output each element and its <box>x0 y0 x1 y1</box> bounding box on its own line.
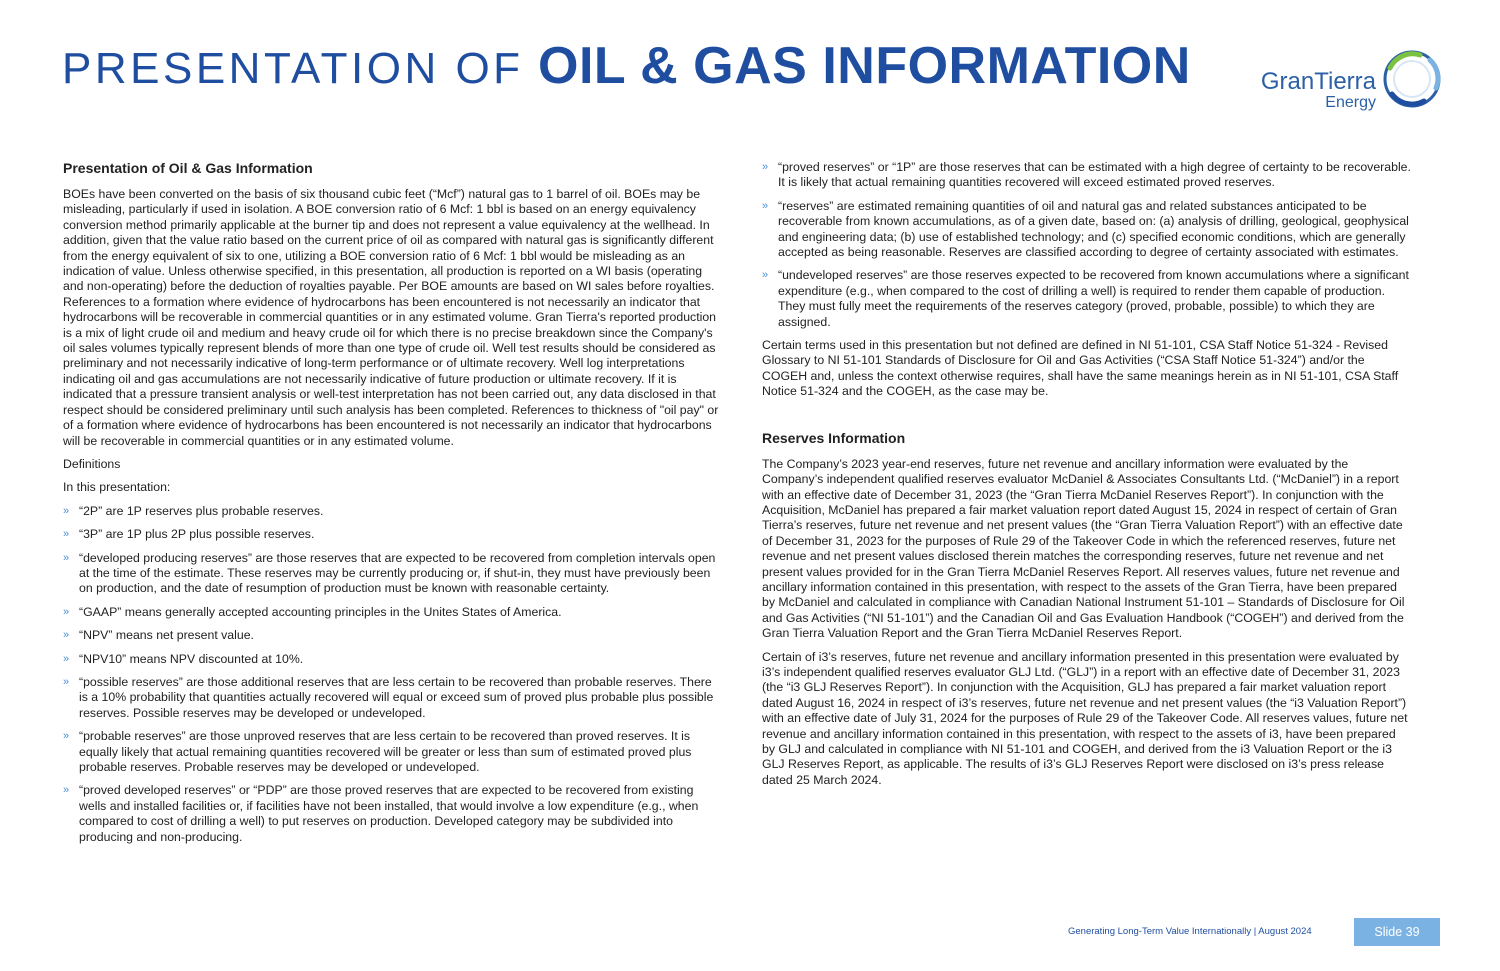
company-logo <box>1228 44 1444 120</box>
reserves-paragraph-1: The Company’s 2023 year-end reserves, future net revenue and ancillary information were evaluated by the Company’s independent qualified reserves evaluator McDaniel & Associates Consultants Ltd. (“McDaniel”) in a report with an effective date of December 31, 2023 (the “Gran Tierra McDaniel Reserves Report”). In conjunction with the Acquisition, McDaniel has prepared a fair market valuation report dated August 15, 2024 in respect of certain of Gran Tierra’s reserves, future net revenue and net present values (the “Gran Tierra Valuation Report”) with an effective date of December 31, 2023 for the purposes of Rule 29 of the Takeover Code in which the referenced reserves, future net revenue and net present values disclosed therein matches the corresponding reserves, future net revenue and net present values provided for in the Gran Tierra McDaniel Reserves Report. All reserves values, future net revenue and ancillary information contained in this presentation, with respect to the assets of the Gran Tierra, have been prepared by McDaniel and calculated in compliance with Canadian National Instrument 51-101 – Standards of Disclosure for Oil and Gas Activities (“NI 51-101”) and the Canadian Oil and Gas Evaluation Handbook (“COGEH”) and derived from the Gran Tierra Valuation Report and the Gran Tierra McDaniel Reserves Report. <box>762 456 1405 641</box>
slide-number-badge: Slide 39 <box>1354 918 1440 946</box>
definitions-list-left <box>63 504 723 845</box>
list-item: » “possible reserves” are those additional reserves that are less certain to be recovered than probable reserves. There is a 10% probability that quantities actually recovered will equal or exceed sum of proved plus probable plus possible reserves. Possible reserves may be developed or undeveloped. <box>63 674 714 720</box>
oil-gas-heading: Presentation of Oil & Gas Information <box>63 160 313 176</box>
page-title <box>62 38 1191 95</box>
list-item: » “developed producing reserves” are those reserves that are expected to be recovered from completion intervals open at the time of the estimate. These reserves may be currently producing or, if shut-in, they must have previously been on production, and the date of resumption of production must be known with reasonable certainty. <box>63 550 716 596</box>
reserves-paragraph-2: Certain of i3’s reserves, future net revenue and ancillary information presented in this presentation were evaluated by i3’s independent qualified reserves evaluator GLJ Ltd. (“GLJ”) in a report with an effective date of December 31, 2023 (the “i3 GLJ Reserves Report”). In conjunction with the Acquisition, GLJ has prepared a fair market valuation report dated August 16, 2024 in respect of i3’s reserves, future net revenue and net present values (the “i3 Valuation Report”) with an effective date of July 31, 2024 for the purposes of Rule 29 of the Takeover Code. All reserves values, future net revenue and ancillary information contained in this presentation, with respect to the assets of i3, have been prepared by GLJ and calculated in compliance with NI 51-101 and COGEH, and derived from the i3 Valuation Report or the i3 GLJ Reserves Report, as applicable. The results of i3’s GLJ Reserves Report were disclosed on i3’s press release dated 25 March 2024. <box>762 649 1408 787</box>
list-item: » “undeveloped reserves” are those reserves expected to be recovered from known accumulations where a significant expenditure (e.g., when compared to the cost of drilling a well) is required to render them capable of production. They must fully meet the requirements of the reserves category (proved, probable, possible) to which they are assigned. <box>762 268 1409 329</box>
logo-ring-icon <box>1380 46 1444 112</box>
list-item: » “GAAP” means generally accepted accounting principles in the Unites States of America. <box>63 604 562 619</box>
bullet-marker-icon: » <box>762 161 769 173</box>
list-item: » “reserves” are estimated remaining quantities of oil and natural gas and related substances anticipated to be recoverable from known accumulations, as of a given date, based on: (a) analysis of drilling, geological, geophysical and engineering data; (b) use of established technology; and (c) specified economic conditions, which are generally accepted as being reasonable. Reserves are classified according to degree of certainty associated with estimates. <box>762 198 1409 260</box>
logo-sub: Energy <box>1325 94 1376 111</box>
list-item: » “3P” are 1P plus 2P plus possible reserves. <box>63 527 315 542</box>
list-item: » “NPV10” means NPV discounted at 10%. <box>63 651 304 666</box>
section-spacer <box>762 408 1412 430</box>
list-item: » “proved developed reserves” or “PDP” are those proved reserves that are expected to be recovered from existing wells and installed facilities or, if facilities have not been installed, that would involve a low expenditure (e.g., when compared to cost of drilling a well) to put reserves on production. Developed category may be subdivided into producing and non-producing. <box>63 783 699 844</box>
bullet-marker-icon: » <box>63 730 70 743</box>
list-item: » “proved reserves” or “1P” are those reserves that can be estimated with a high degree of certainty to be recoverable. It is likely that actual remaining quantities recovered will exceed estimated proved reserves. <box>762 160 1411 190</box>
logo-name: GranTierra <box>1260 68 1376 95</box>
bullet-marker-icon: » <box>762 269 769 282</box>
definitions-label: Definitions <box>63 456 121 471</box>
bullet-marker-icon: » <box>63 605 70 618</box>
bullet-marker-icon: » <box>762 199 769 212</box>
right-column <box>762 160 1412 796</box>
bullet-marker-icon: » <box>63 784 70 797</box>
list-item: » “NPV” means net present value. <box>63 628 254 643</box>
bullet-marker-icon: » <box>63 675 70 688</box>
in-this-presentation-label: In this presentation: <box>63 480 171 495</box>
list-item: » “probable reserves” are those unproved reserves that are less certain to be recovered than proved reserves. It is equally likely that actual remaining quantities recovered will be greater or less than sum of estimated proved plus probable reserves. Probable reserves may be developed or undeveloped. <box>63 729 692 774</box>
list-item: » “2P” are 1P reserves plus probable reserves. <box>63 503 324 518</box>
bullet-marker-icon: » <box>63 504 70 517</box>
reserves-heading: Reserves Information <box>762 429 906 446</box>
title-light: PRESENTATION OF <box>62 44 524 93</box>
boe-paragraph: BOEs have been converted on the basis of six thousand cubic feet (“Mcf”) natural gas to 1 barrel of oil. BOEs may be misleading, particularly if used in isolation. A BOE conversion ratio of 6 Mcf: 1 bbl is based on an energy equivalency conversion method primarily applicable at the burner tip and does not represent a value equivalency at the wellhead. In addition, given that the value ratio based on the current price of oil as compared with natural gas is significantly different from the energy equivalent of six to one, utilizing a BOE conversion ratio of 6 Mcf: 1 bbl would be misleading as an indication of value. Unless otherwise specified, in this presentation, all production is reported on a WI basis (operating and non-operating) before the deduction of royalties payable. Per BOE amounts are based on WI sales before royalties. References to a formation where evidence of hydrocarbons has been encountered is not necessarily an indicator that hydrocarbons will be recoverable in commercial quantities or in any estimated volume. Gran Tierra's reported production is a mix of light crude oil and medium and heavy crude oil for which there is no precise breakdown since the Company's oil sales volumes typically represent blends of more than one type of crude oil. Well test results should be considered as preliminary and not necessarily indicative of long-term performance or of ultimate recovery. Well log interpretations indicating oil and gas accumulations are not necessarily indicative of future production or ultimate recovery. If it is indicated that a pressure transient analysis or well-test interpretation has not been carried out, any data disclosed in that respect should be considered preliminary until such analysis has been completed. References to thickness of "oil pay" or of a formation where evidence of hydrocarbons has been encountered is not necessarily an indicator that hydrocarbons will be recoverable in commercial quantities or in any estimated volume. <box>63 187 719 448</box>
bullet-marker-icon: » <box>63 528 70 541</box>
definitions-list-right <box>762 160 1412 330</box>
left-column <box>63 160 723 853</box>
bullet-marker-icon: » <box>63 629 70 642</box>
bullet-marker-icon: » <box>63 551 70 564</box>
footer-tagline: Generating Long-Term Value Internationally | August 2024 <box>1068 926 1312 937</box>
bullet-marker-icon: » <box>63 652 70 665</box>
title-bold: OIL & GAS INFORMATION <box>538 37 1191 95</box>
terms-note: Certain terms used in this presentation but not defined are defined in NI 51-101, CSA Staff Notice 51-324 - Revised Glossary to NI 51-101 Standards of Disclosure for Oil and Gas Activities (“CSA Staff Notice 51-324”) and/or the COGEH and, unless the context otherwise requires, shall have the same meanings herein as in NI 51-101, CSA Staff Notice 51-324 and the COGEH, as the case may be. <box>762 338 1399 399</box>
